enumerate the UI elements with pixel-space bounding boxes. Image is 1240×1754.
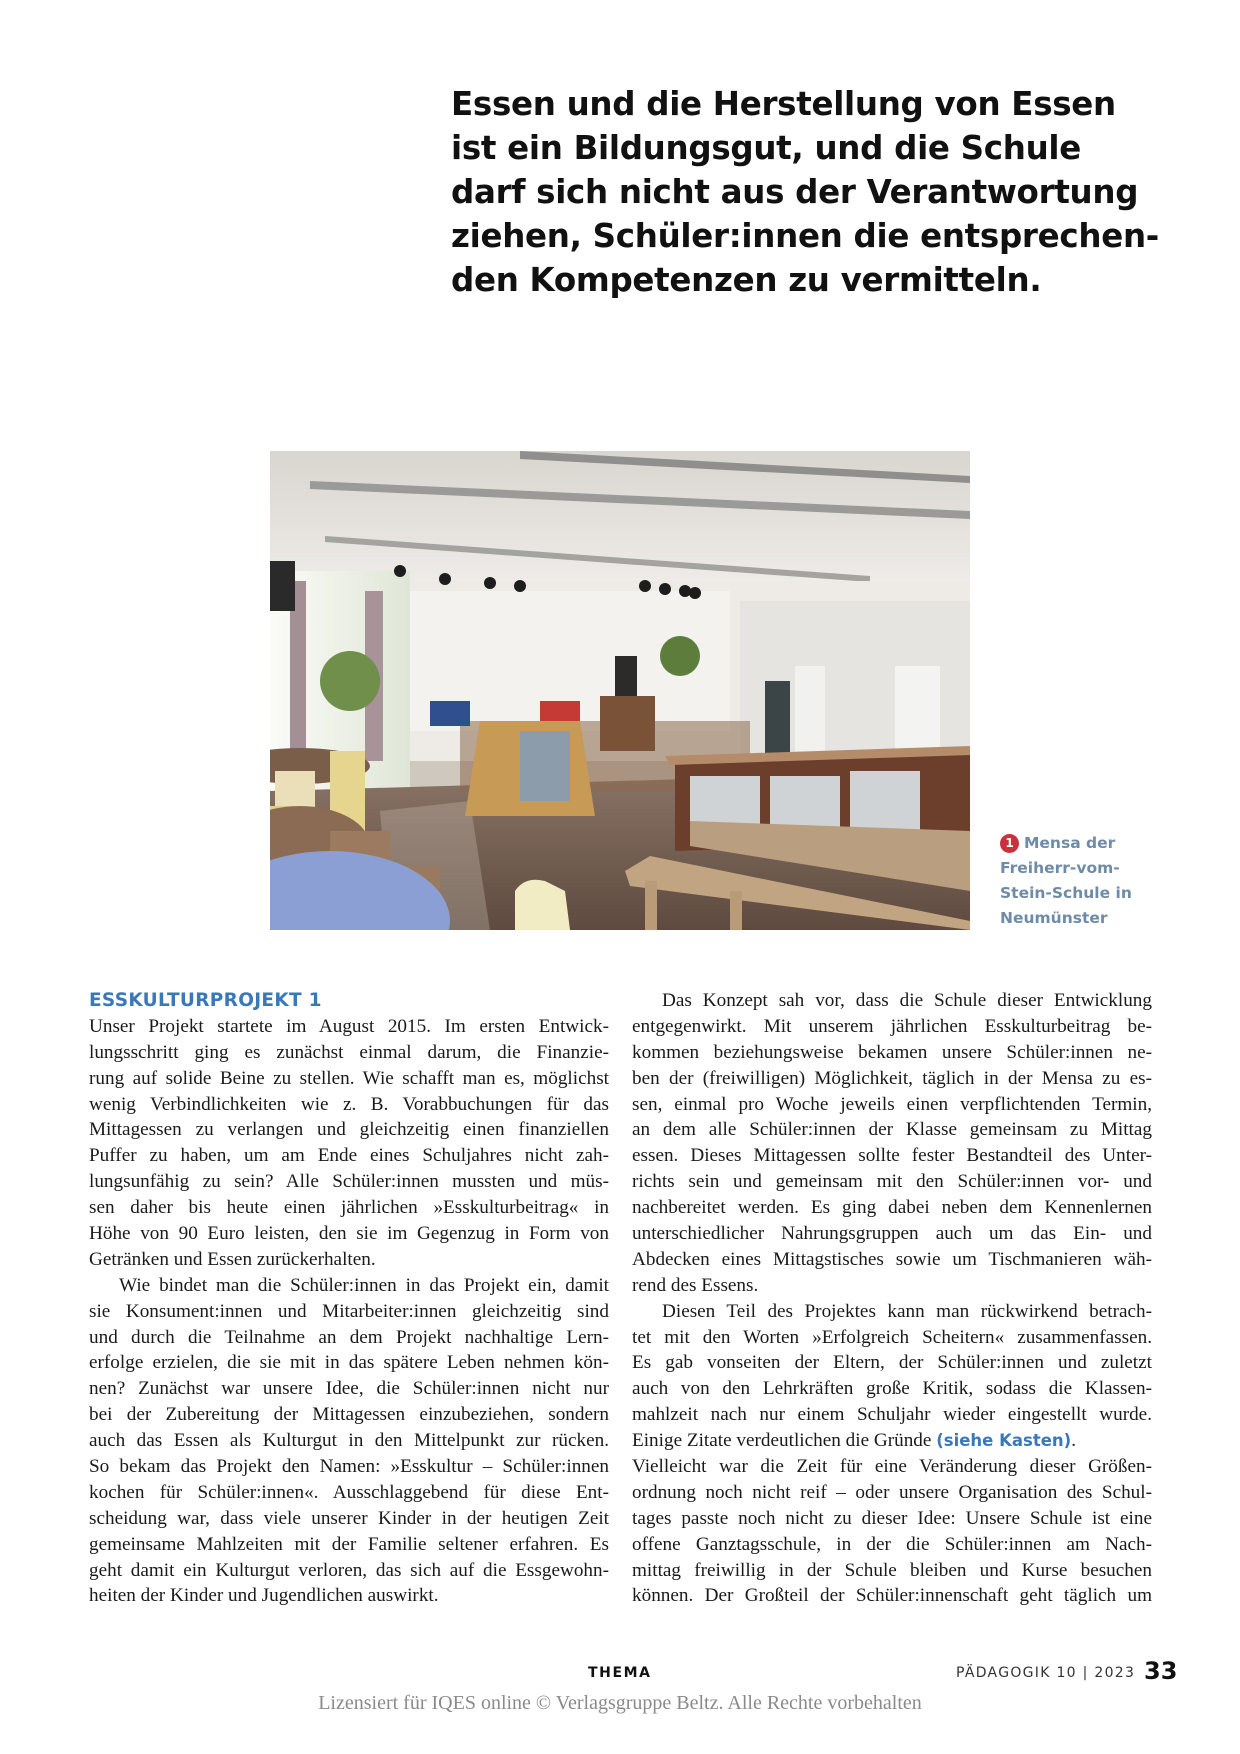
text-line: Vielleicht war die Zeit für eine Veränderung dieser Größen- (632, 1456, 1152, 1478)
text-line: Mittagessen zu verlangen und gleichzeitig einen finanziellen (89, 1119, 609, 1141)
text-line: offene Ganztagsschule, in der die Schüler:innen am Nach- (632, 1533, 1152, 1555)
caption-text: Stein-Schule in (1000, 884, 1132, 902)
pull-quote-line: ziehen, Schüler:innen die entsprechen- (451, 217, 1159, 255)
text-line: und durch die Teilnahme an dem Projekt nachhaltige Lern- (89, 1326, 609, 1348)
text-line: kochen für Schüler:innen«. Ausschlaggebend für diese Ent- (89, 1481, 609, 1503)
text-line: tet mit den Worten »Erfolgreich Scheitern« zusammenfassen. (632, 1326, 1152, 1348)
section-heading: ESSKULTURPROJEKT 1 (89, 990, 322, 1011)
page-number: 33 (1144, 1657, 1178, 1685)
figure-caption (1000, 831, 1140, 931)
text-line: heiten der Kinder und Jugendlichen auswirkt. (89, 1585, 439, 1607)
footer-journal-issue: PÄDAGOGIK 10 | 2023 (956, 1665, 1136, 1681)
license-notice: Lizensiert für IQES online © Verlagsgruppe Beltz. Alle Rechte vorbehalten (318, 1692, 922, 1714)
text-line: scheidung war, dass viele unserer Kinder in der heutigen Zeit (89, 1507, 609, 1529)
text-line: Puffer zu haben, um am Ende eines Schuljahres nicht zah- (89, 1145, 609, 1167)
text-line: essen. Dieses Mittagessen sollte fester Bestandteil des Unter- (632, 1145, 1152, 1167)
footer-section-label: THEMA (588, 1665, 652, 1681)
text-line: sen daher bis heute einen jährlichen »Esskulturbeitrag« in (89, 1197, 609, 1219)
text-line: rung auf solide Beine zu stellen. Wie schafft man es, möglichst (89, 1067, 609, 1089)
cafeteria-photo-illustration (270, 451, 970, 930)
text-line: erfolge erzielen, die sie mit in das spätere Leben nehmen kön- (89, 1352, 609, 1374)
text-line: nen? Zunächst war unsere Idee, die Schüler:innen nicht nur (89, 1378, 609, 1400)
text-line: lungsunfähig zu sein? Alle Schüler:innen mussten und müs- (89, 1171, 609, 1193)
text-line: entgegenwirkt. Mit unserem jährlichen Esskulturbeitrag be- (632, 1015, 1152, 1037)
text-line: mahlzeit nach nur einem Schuljahr wieder eingestellt wurde. (632, 1404, 1152, 1426)
text-line: geht damit ein Kulturgut verloren, das sich auf die Essgewohn- (89, 1559, 609, 1581)
text-line: mittag freiwillig in der Schule bleiben und Kurse besuchen (632, 1559, 1152, 1581)
left-column-text (89, 1014, 609, 1609)
caption-text: Mensa der (1024, 834, 1116, 852)
text-line: auch das Essen als Kulturgut in den Mittelpunkt zur rücken. (89, 1430, 609, 1452)
caption-text: Neumünster (1000, 909, 1108, 927)
text-line: richts sein und gemeinsam mit den Schüler:innen vor- und (632, 1171, 1152, 1193)
text-line: ben der (freiwilligen) Möglichkeit, täglich in der Mensa zu es- (632, 1067, 1152, 1089)
text-line: rend des Essens. (632, 1274, 759, 1296)
text-line: bei der Zubereitung der Mittagessen einzubeziehen, sondern (89, 1404, 609, 1426)
text-line: Diesen Teil des Projektes kann man rückwirkend betrach- (662, 1300, 1152, 1322)
text-line: ordnung noch nicht reif – oder unsere Organisation des Schul- (632, 1481, 1152, 1503)
see-box-reference-link[interactable]: (siehe Kasten) (936, 1431, 1072, 1451)
text-line: wenig Verbindlichkeiten wie z. B. Vorabbuchungen für das (89, 1093, 609, 1115)
text-line: auch von den Lehrkräften große Kritik, sodass die Klassen- (632, 1378, 1152, 1400)
text-line (632, 1428, 1152, 1454)
text-line: unterschiedlicher Nahrungsgruppen auch um das Ein- und (632, 1223, 1152, 1245)
text-fragment: . (1071, 1430, 1077, 1452)
text-line: Wie bindet man die Schüler:innen in das Projekt ein, damit (119, 1274, 609, 1296)
text-line: Das Konzept sah vor, dass die Schule dieser Entwicklung (662, 990, 1152, 1011)
text-line: können. Der Großteil der Schüler:innenschaft geht täglich um (632, 1585, 1152, 1607)
text-line: nachbereitet werden. Es ging dabei neben dem Kennenlernen (632, 1197, 1152, 1219)
text-line: Höhe von 90 Euro leisten, den sie im Gegenzug in Form von (89, 1223, 609, 1245)
figure-number-badge: 1 (1000, 834, 1019, 853)
text-line: Es gab vonseiten der Eltern, der Schüler:innen und zuletzt (632, 1352, 1152, 1374)
text-line: Abdecken eines Mittagstisches sowie um Tischmanieren wäh- (632, 1248, 1152, 1270)
pull-quote-line: Essen und die Herstellung von Essen (451, 85, 1116, 123)
text-line: an dem alle Schüler:innen der Klasse gemeinsam zu Mittag (632, 1119, 1152, 1141)
text-line: sen, einmal pro Woche jeweils einen verpflichtenden Termin, (632, 1093, 1152, 1115)
pull-quote-line: den Kompetenzen zu vermitteln. (451, 261, 1042, 299)
pull-quote-line: ist ein Bildungsgut, und die Schule (451, 129, 1082, 167)
pull-quote-line: darf sich nicht aus der Verantwortung (451, 173, 1139, 211)
text-line: So bekam das Projekt den Namen: »Esskultur – Schüler:innen (89, 1456, 609, 1478)
text-line: Getränken und Essen zurückerhalten. (89, 1248, 376, 1270)
text-line: gemeinsame Mahlzeiten mit der Familie seltener erfahren. Es (89, 1533, 609, 1555)
text-line: kommen beziehungsweise bekamen unsere Schüler:innen ne- (632, 1041, 1152, 1063)
caption-text: Freiherr-vom- (1000, 859, 1120, 877)
article-column-right (632, 988, 1152, 1609)
text-fragment: Einige Zitate verdeutlichen die Gründe (632, 1430, 932, 1452)
text-line: tages passte noch nicht zu dieser Idee: Unsere Schule ist eine (632, 1507, 1152, 1529)
text-line: lungsschritt ging es zunächst einmal darum, die Finanzie- (89, 1041, 609, 1063)
text-line: Unser Projekt startete im August 2015. Im ersten Entwick- (89, 1015, 609, 1037)
cafeteria-photo (270, 451, 970, 930)
text-line: sie Konsument:innen und Mitarbeiter:innen gleichzeitig sind (89, 1300, 609, 1322)
right-column-text (632, 988, 1152, 1609)
article-column-left (89, 988, 609, 1609)
pull-quote (451, 82, 1171, 302)
